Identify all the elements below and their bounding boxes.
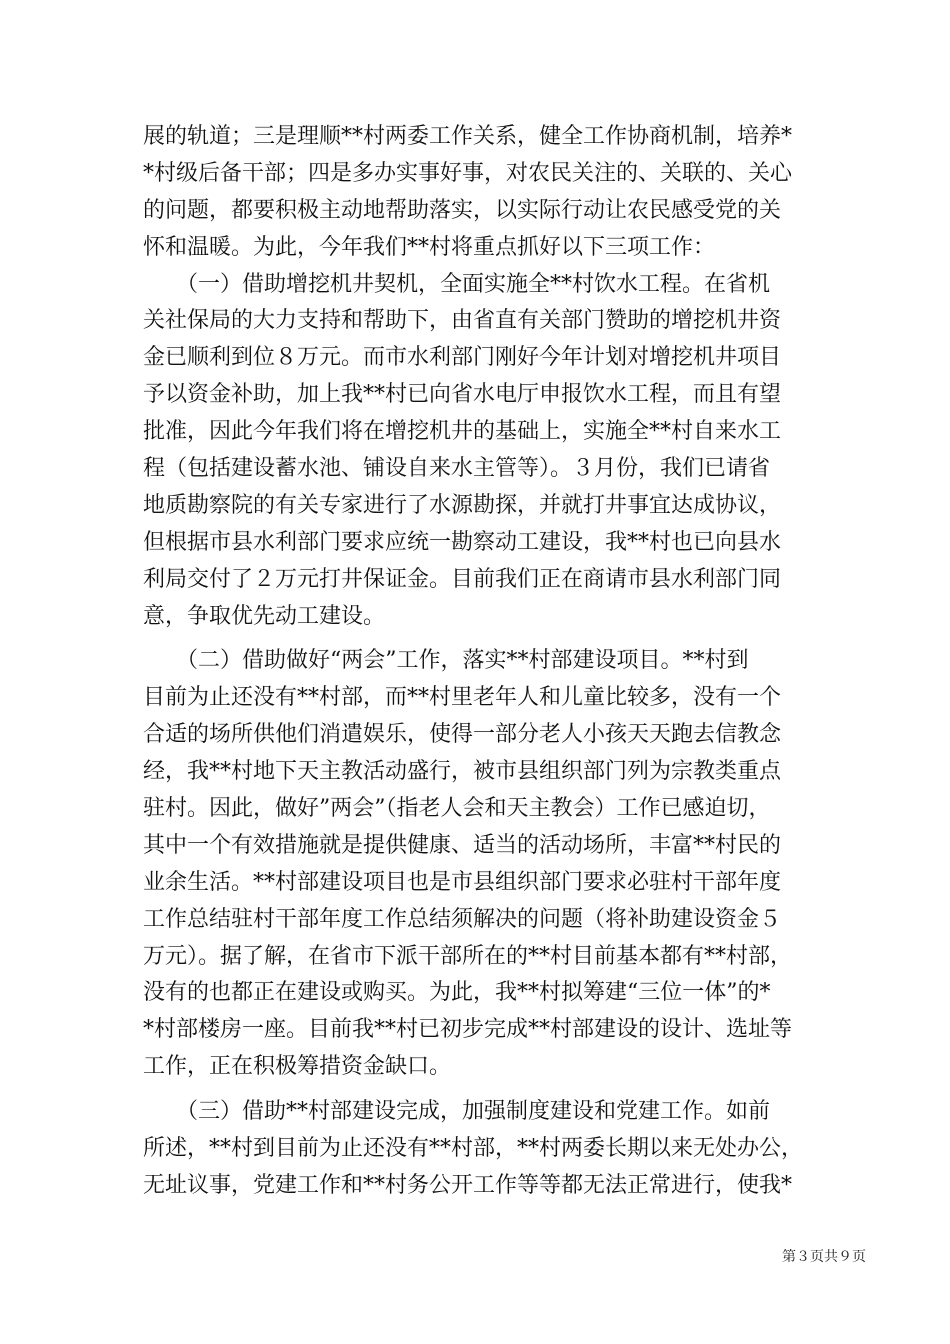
text-line: 地质勘察院的有关专家进行了水源勘探，并就打井事宜达成协议，: [143, 492, 782, 518]
paragraph-gap: [143, 1086, 813, 1094]
paragraph-1-start: （一）借助增挖机井契机，全面实施全**村饮水工程。在省机: [143, 271, 771, 297]
paragraph-3-start: （三）借助**村部建设完成，加强制度建设和党建工作。如前: [143, 1099, 771, 1125]
text-line: 万元）。据了解，在省市下派干部所在的**村目前基本都有**村部，: [143, 943, 793, 969]
text-line: 驻村。因此，做好”两会”（指老人会和天主教会）工作已感迫切，: [143, 796, 771, 822]
text-line: 工作总结驻村干部年度工作总结须解决的问题（将补助建设资金５: [143, 906, 782, 932]
document-body: [143, 119, 813, 1205]
text-line: 怀和温暖。为此，今年我们**村将重点抓好以下三项工作：: [143, 234, 716, 260]
text-line: 合适的场所供他们消遣娱乐，使得一部分老人小孩天天跑去信教念: [143, 722, 782, 748]
page-number: 第３页共９页: [782, 1249, 866, 1265]
text-line: 但根据市县水利部门要求应统一勘察动工建设，我**村也已向县水: [143, 529, 782, 555]
text-line: 关社保局的大力支持和帮助下，由省直有关部门赞助的增挖机井资: [143, 308, 782, 334]
text-line: *村部楼房一座。目前我**村已初步完成**村部建设的设计、选址等: [143, 1017, 793, 1043]
text-line: 利局交付了２万元打井保证金。目前我们正在商请市县水利部门同: [143, 566, 782, 592]
text-line: 批准，因此今年我们将在增挖机井的基础上，实施全**村自来水工: [143, 419, 782, 445]
text-line: 目前为止还没有**村部，而**村里老年人和儿童比较多，没有一个: [143, 685, 782, 711]
text-line: 没有的也都正在建设或购买。为此，我**村拟筹建“三位一体”的*: [143, 980, 771, 1006]
text-line: 予以资金补助，加上我**村已向省水电厅申报饮水工程，而且有望: [143, 382, 782, 408]
text-line: 其中一个有效措施就是提供健康、适当的活动场所，丰富**村民的: [143, 832, 782, 858]
text-line: 工作，正在积极筹措资金缺口。: [143, 1054, 452, 1080]
text-line: *村级后备干部；四是多办实事好事，对农民关注的、关联的、关心: [143, 160, 793, 186]
text-line: 无址议事，党建工作和**村务公开工作等等都无法正常进行，使我*: [143, 1172, 793, 1198]
paragraph-2-start: （二）借助做好“两会”工作，落实**村部建设项目。**村到: [143, 648, 749, 674]
paragraph-gap: [143, 635, 813, 643]
text-line: 所述，**村到目前为止还没有**村部，**村两委长期以来无处办公，: [143, 1136, 804, 1162]
text-line: 金已顺利到位８万元。而市水利部门刚好今年计划对增挖机井项目: [143, 345, 782, 371]
text-line: 意，争取优先动工建设。: [143, 603, 386, 629]
text-line: 的问题，都要积极主动地帮助落实，以实际行动让农民感受党的关: [143, 197, 782, 223]
text-line: 业余生活。**村部建设项目也是市县组织部门要求必驻村干部年度: [143, 869, 782, 895]
text-line: 程（包括建设蓄水池、铺设自来水主管等）。３月份，我们已请省: [143, 456, 771, 482]
text-line: 展的轨道；三是理顺**村两委工作关系，健全工作协商机制，培养*: [143, 124, 793, 149]
text-line: 经，我**村地下天主教活动盛行，被市县组织部门列为宗教类重点: [143, 759, 782, 785]
